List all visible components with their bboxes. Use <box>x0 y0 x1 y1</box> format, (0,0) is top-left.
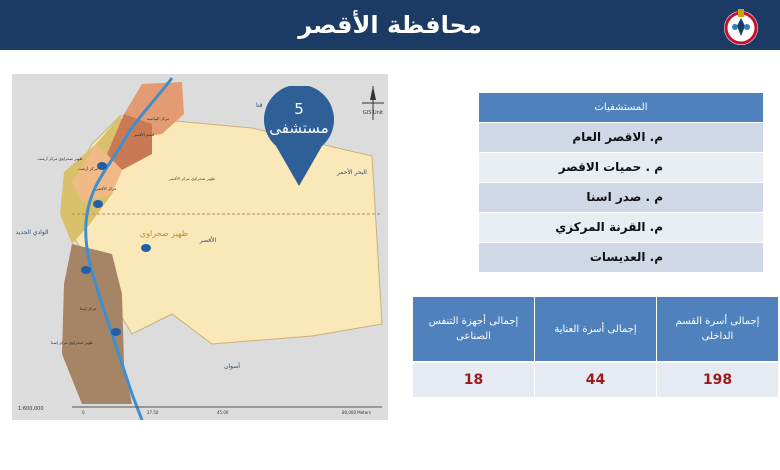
map-label-esna: مركز إسنا <box>79 306 97 311</box>
capacity-value-inpatient: 198 <box>657 363 778 397</box>
scale-tick: 27.50 <box>147 410 159 415</box>
scale-tick: 0 <box>82 410 85 415</box>
map-label-luxor: الأقصر <box>199 237 217 244</box>
capacity-value-ventilators: 18 <box>413 363 534 397</box>
hospitals-table <box>479 93 763 272</box>
capacity-table <box>410 297 778 397</box>
map-label-luxor-dept: قسم الأقصر <box>133 132 155 137</box>
hospital-row: م . حميات الاقصر <box>479 153 763 182</box>
scale-tick: 45.00 <box>217 410 229 415</box>
capacity-header-ventilators: إجمالى أجهزة التنفس الصناعى <box>413 297 534 361</box>
capacity-header-icu: إجمالى أسرة العناية <box>535 297 656 361</box>
capacity-header-inpatient: إجمالى أسرة القسم الداخلى <box>657 297 778 361</box>
map-label-armant: ظهير صحراوي مركز أرمنت <box>37 156 83 161</box>
map-label-esna-desert: ظهير صحراوي مركز إسنا <box>51 340 93 345</box>
map-label-north: قنا <box>256 102 263 109</box>
map-label-desert-luxor: ظهير صحراوي مركز الأقصر <box>168 176 216 181</box>
map-label-aswan: أسوان <box>224 363 240 370</box>
map-label-bayadiya: مركز البياضية <box>146 116 170 121</box>
capacity-value-icu: 44 <box>535 363 656 397</box>
scale-tick: 80,000 Meters <box>342 410 371 415</box>
map-label-desert: ظهير صحراوي <box>139 229 189 238</box>
page-title: محافظة الأقصر <box>298 11 482 39</box>
hospital-row: م. القرنة المركزي <box>479 213 763 242</box>
hospital-row: م. الاقصر العام <box>479 123 763 152</box>
ministry-logo <box>722 6 760 46</box>
hospital-count-text: 5 مستشفى <box>269 100 329 137</box>
hospital-row: م. العديسات <box>479 243 763 272</box>
hospital-row: م . صدر اسنا <box>479 183 763 212</box>
hospitals-header: المستشفيات <box>479 93 763 122</box>
map-label-red-sea: البحر الأحمر <box>337 169 367 176</box>
map-scale-ratio: 1:600,000 <box>18 406 44 412</box>
north-arrow-label: GIS Unit <box>362 110 384 116</box>
map-label-new-valley: الوادي الجديد <box>15 229 49 236</box>
map-label-armant-center: مركز أرمنت <box>77 166 99 171</box>
map-label-center-luxor: مركز الأقصر <box>95 186 117 191</box>
